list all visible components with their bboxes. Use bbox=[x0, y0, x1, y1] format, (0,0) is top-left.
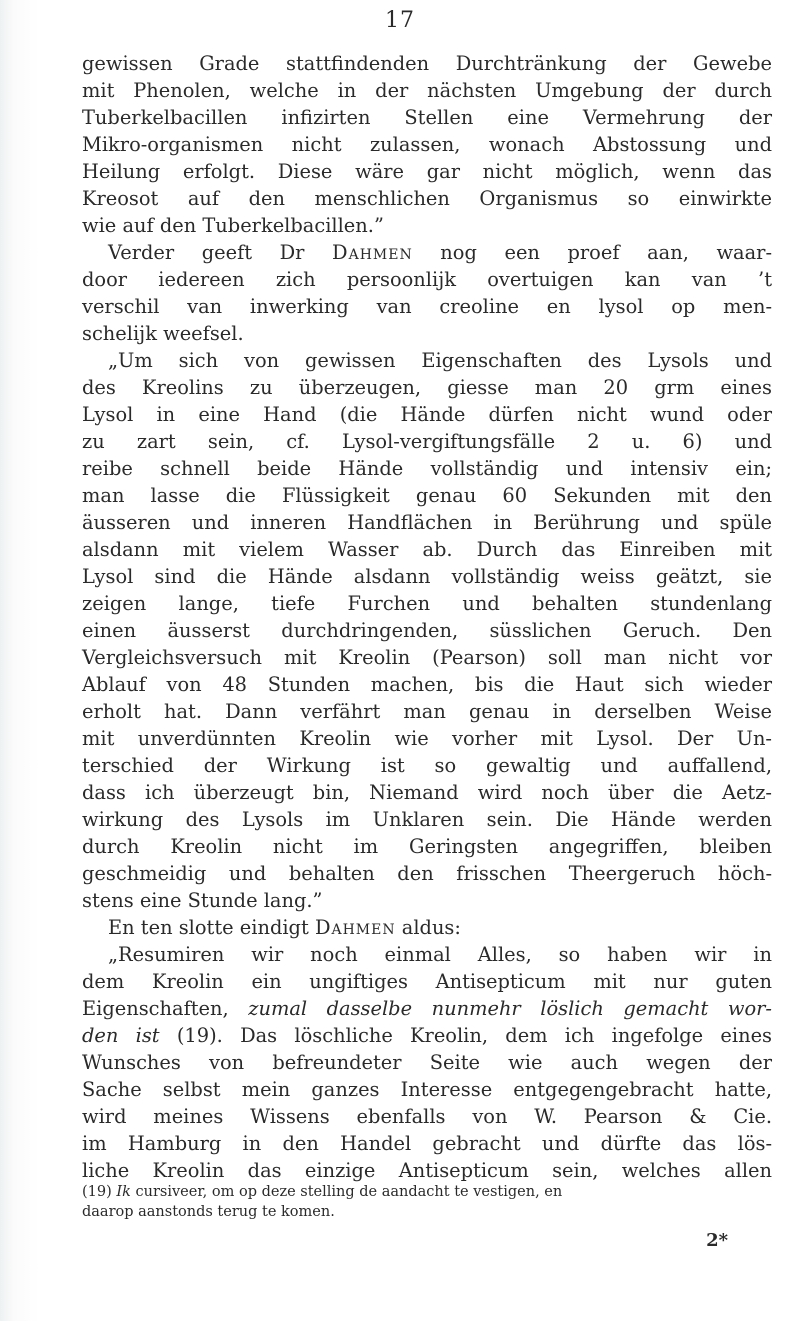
text-segment: (19). Das löschliche Kreolin, dem ich ingefolge eines bbox=[159, 1024, 772, 1047]
text-line: reibe schnell beide Hände vollständig und intensiv ein; bbox=[82, 457, 772, 480]
italic-segment: zumal dasselbe nunmehr löslich gemacht wor- bbox=[248, 997, 772, 1020]
text-line: Lysol in eine Hand (die Hände dürfen nicht wund oder bbox=[82, 403, 772, 426]
text-segment: Verder geeft Dr bbox=[108, 241, 333, 264]
text-line: man lasse die Flüssigkeit genau 60 Sekunden mit den bbox=[82, 484, 772, 507]
body-text bbox=[82, 50, 772, 1184]
text-line: einen äusserst durchdringenden, süsslichen Geruch. Den bbox=[82, 619, 772, 642]
text-line: Lysol sind die Hände alsdann vollständig weiss geätzt, sie bbox=[82, 565, 772, 588]
text-line: Heilung erfolgt. Diese wäre gar nicht möglich, wenn das bbox=[82, 160, 772, 183]
text-line: „Resumiren wir noch einmal Alles, so haben wir in bbox=[108, 943, 772, 966]
text-line: stens eine Stunde lang.” bbox=[82, 889, 323, 912]
text-line: wie auf den Tuberkelbacillen.” bbox=[82, 214, 384, 237]
text-line: dass ich überzeugt bin, Niemand wird noch über die Aetz- bbox=[82, 781, 772, 804]
author-name: Dahmen bbox=[332, 241, 413, 264]
footnote-marker: (19) bbox=[82, 1184, 117, 1200]
text-line bbox=[82, 914, 772, 941]
text-line: zu zart sein, cf. Lysol-vergiftungsfälle 2 u. 6) und bbox=[82, 430, 772, 453]
text-line: alsdann mit vielem Wasser ab. Durch das Einreiben mit bbox=[82, 538, 772, 561]
text-line bbox=[82, 1022, 772, 1049]
footnote-italic: Ik bbox=[116, 1184, 131, 1200]
footnote-text: cursiveer, om op deze stelling de aandacht te vestigen, en bbox=[130, 1184, 563, 1200]
text-line bbox=[82, 239, 772, 266]
footnote-line bbox=[82, 1182, 772, 1202]
text-line: wird meines Wissens ebenfalls von W. Pearson & Cie. bbox=[82, 1105, 772, 1128]
text-segment: Eigenschaften, bbox=[82, 997, 249, 1020]
footnote-line: daarop aanstonds terug te komen. bbox=[82, 1204, 335, 1220]
text-line: zeigen lange, tiefe Furchen und behalten stundenlang bbox=[82, 592, 772, 615]
text-line: verschil van inwerking van creoline en lysol op men- bbox=[82, 295, 772, 318]
text-line: äusseren und inneren Handflächen in Berührung und spüle bbox=[82, 511, 772, 534]
text-line: schelijk weefsel. bbox=[82, 322, 244, 345]
footnote bbox=[82, 1182, 772, 1222]
text-line: wirkung des Lysols im Unklaren sein. Die Hände werden bbox=[82, 808, 772, 831]
text-line: Sache selbst mein ganzes Interesse entgegengebracht hatte, bbox=[82, 1078, 772, 1101]
text-line: liche Kreolin das einzige Antisepticum sein, welches allen bbox=[82, 1159, 772, 1182]
text-line: erholt hat. Dann verfährt man genau in derselben Weise bbox=[82, 700, 772, 723]
author-name: Dahmen bbox=[314, 916, 396, 939]
text-line: des Kreolins zu überzeugen, giesse man 20 grm eines bbox=[82, 376, 772, 399]
text-line: Ablauf von 48 Stunden machen, bis die Haut sich wieder bbox=[82, 673, 772, 696]
text-line: im Hamburg in den Handel gebracht und dürfte das lös- bbox=[82, 1132, 772, 1155]
text-line: geschmeidig und behalten den frisschen Theergeruch höch- bbox=[82, 862, 772, 885]
text-line: gewissen Grade stattfindenden Durchtränkung der Gewebe bbox=[82, 52, 772, 75]
text-line: Kreosot auf den menschlichen Organismus so einwirkte bbox=[82, 187, 772, 210]
text-line: „Um sich von gewissen Eigenschaften des Lysols und bbox=[108, 349, 772, 372]
text-line: door iedereen zich persoonlijk overtuigen kan van ’t bbox=[82, 268, 772, 291]
text-segment: nog een proef aan, waar- bbox=[412, 241, 773, 264]
text-line: dem Kreolin ein ungiftiges Antisepticum mit nur guten bbox=[82, 970, 772, 993]
text-line: Wunsches von befreundeter Seite wie auch wegen der bbox=[82, 1051, 772, 1074]
page-number: 17 bbox=[385, 8, 415, 33]
text-line: Tuberkelbacillen infizirten Stellen eine Vermehrung der bbox=[82, 106, 772, 129]
text-line: durch Kreolin nicht im Geringsten angegriffen, bleiben bbox=[82, 835, 772, 858]
text-line bbox=[82, 995, 772, 1022]
text-segment: aldus: bbox=[395, 916, 461, 939]
text-line: mit Phenolen, welche in der nächsten Umgebung der durch bbox=[82, 79, 772, 102]
text-line: Vergleichsversuch mit Kreolin (Pearson) soll man nicht vor bbox=[82, 646, 772, 669]
text-line: Mikro-organismen nicht zulassen, wonach Abstossung und bbox=[82, 133, 772, 156]
text-segment: En ten slotte eindigt bbox=[108, 916, 315, 939]
text-line: terschied der Wirkung ist so gewaltig und auffallend, bbox=[82, 754, 772, 777]
text-line: mit unverdünnten Kreolin wie vorher mit Lysol. Der Un- bbox=[82, 727, 772, 750]
italic-segment: den ist bbox=[82, 1024, 160, 1047]
signature-mark: 2* bbox=[706, 1230, 728, 1251]
